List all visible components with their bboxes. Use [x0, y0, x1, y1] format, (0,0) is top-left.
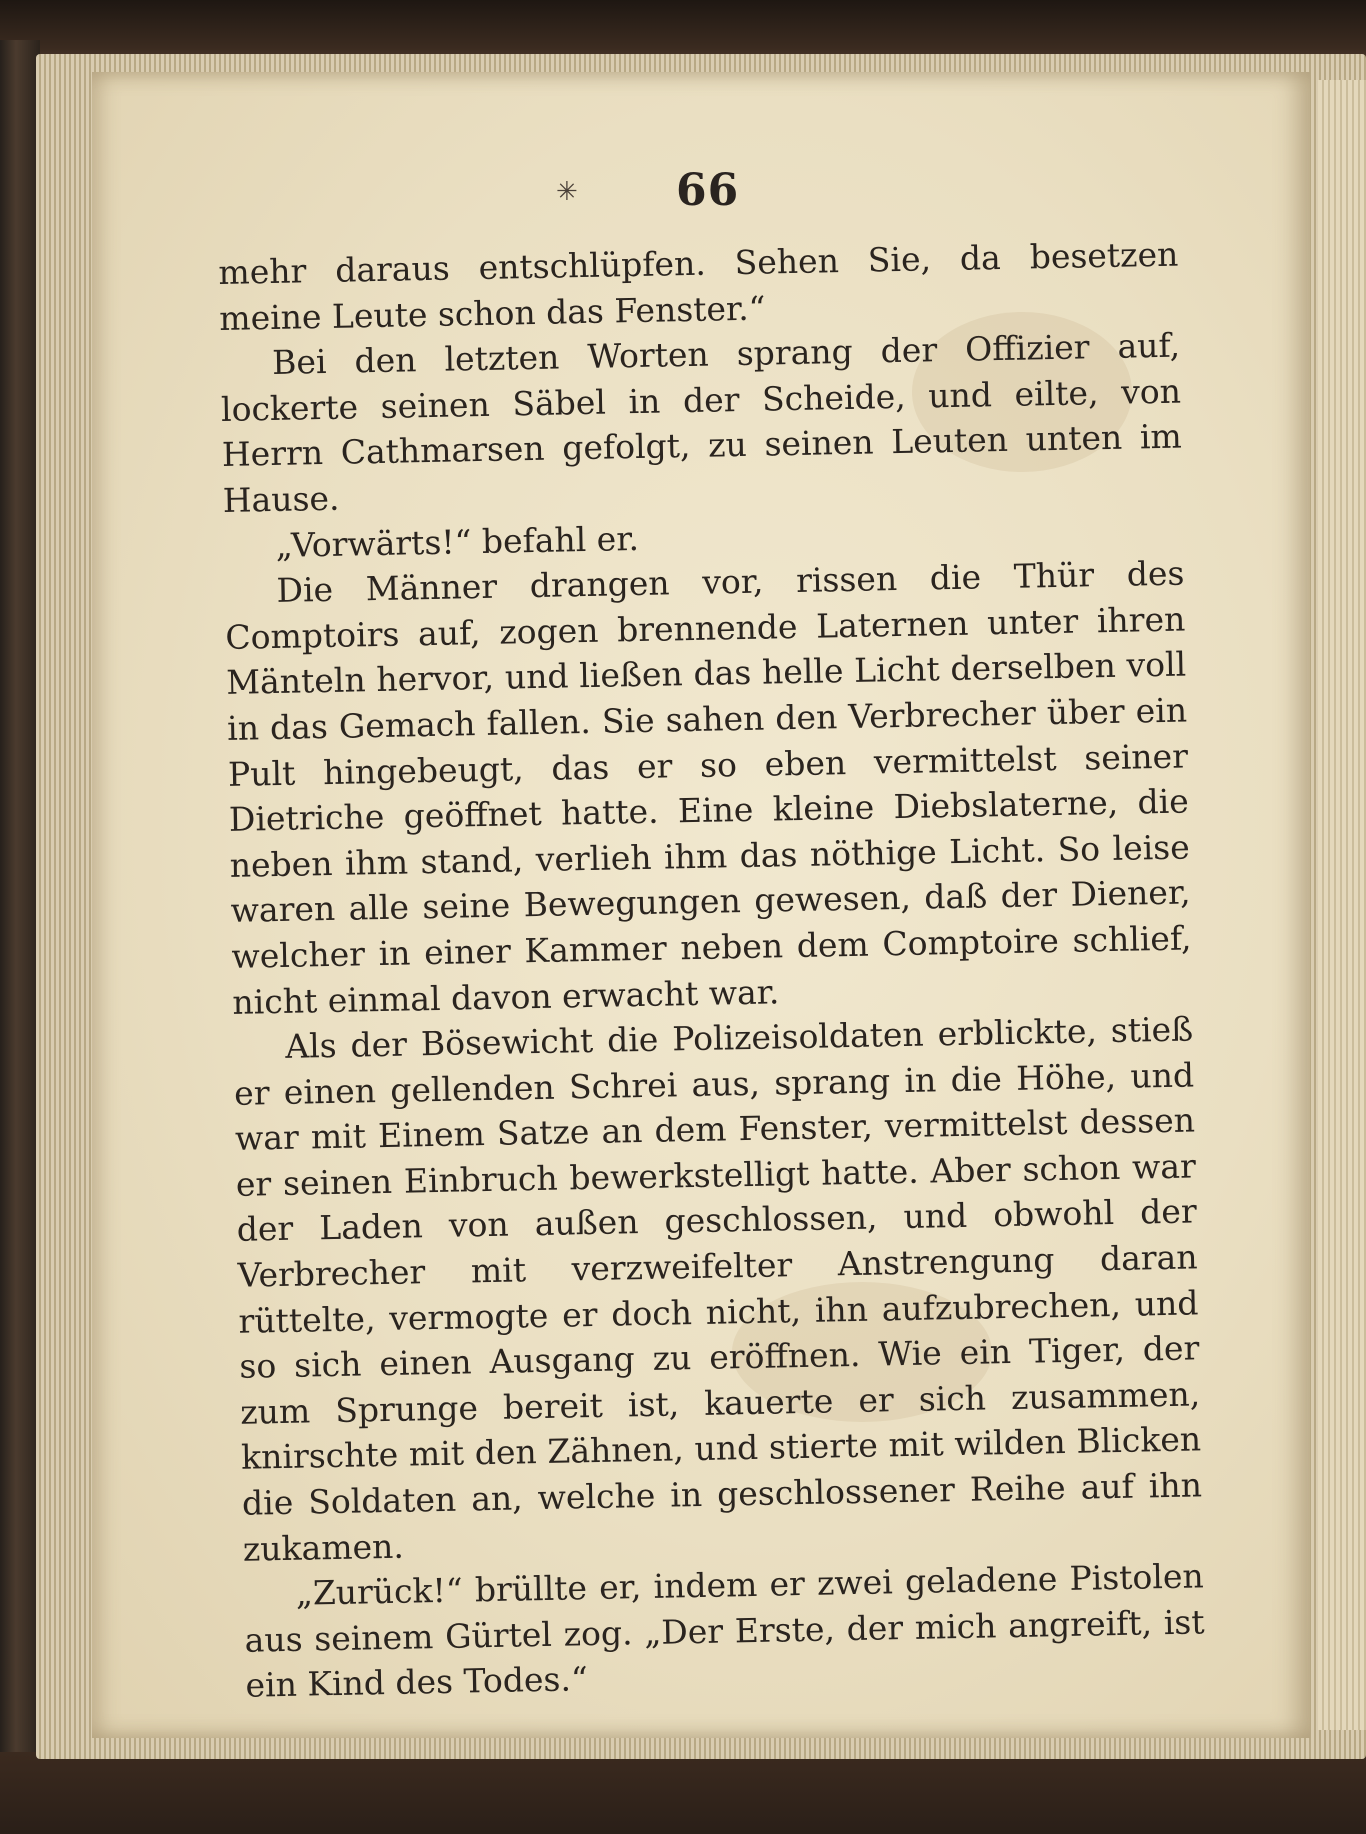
page-edges-right	[1318, 80, 1366, 1730]
page-body-text	[218, 232, 1205, 1706]
page-number: 66	[676, 165, 740, 216]
paragraph: „Vorwärts!“ befahl er.	[275, 518, 640, 565]
book-cover-left	[0, 40, 40, 1834]
paragraph: Bei den letzten Worten sprang der Offizier auf, lockerte seinen Säbel in der Scheide, und eilte, von Herrn Cathmarsen gefolgt, zu seinen Leuten unten im Hause.	[220, 325, 1183, 520]
paragraph: mehr daraus entschlüpfen. Sehen Sie, da besetzen meine Leute schon das Fenster.“	[218, 234, 1179, 338]
page-ornament-icon: ✳	[556, 177, 578, 207]
book-cover-bottom	[0, 1752, 1366, 1834]
paragraph: Als der Bösewicht die Polizeisoldaten erblickte, stieß er einen gellenden Schrei aus, sprang in die Höhe, und war mit Einem Satze an dem Fenster, vermittelst dessen er seinen Einbruch bewerkstelligt hatte. Aber schon war der Laden von außen geschlossen, und obwohl der Verbrecher mit verzweifelter Anstrengung daran rüttelte, vermogte er doch nicht, ihn aufzubrechen, und so sich einen Ausgang zu eröffnen. Wie ein Tiger, der zum Sprunge bereit ist, kauerte er sich zusammen, knirschte mit den Zähnen, und stierte mit wilden Blicken die Soldaten an, welche in geschlossener Reihe auf ihn zukamen.	[233, 1009, 1203, 1569]
paragraph: „Zurück!“ brüllte er, indem er zwei geladene Pistolen aus seinem Gürtel zog. „Der Erste, der mich angreift, ist ein Kind des Todes.“	[244, 1556, 1205, 1706]
paragraph: Die Männer drangen vor, rissen die Thür des Comptoirs auf, zogen brennende Laternen unter ihren Mänteln hervor, und ließen das helle Licht derselben voll in das Gemach fallen. Sie sahen den Verbrecher über ein Pult hingebeugt, das er so eben vermittelst seiner Dietriche geöffnet hatte. Eine kleine Diebslaterne, die neben ihm stand, verlieh ihm das nöthige Licht. So leise waren alle seine Bewegungen gewesen, daß der Diener, welcher in einer Kammer neben dem Comptoire schlief, nicht einmal davon erwacht war.	[225, 553, 1192, 1022]
